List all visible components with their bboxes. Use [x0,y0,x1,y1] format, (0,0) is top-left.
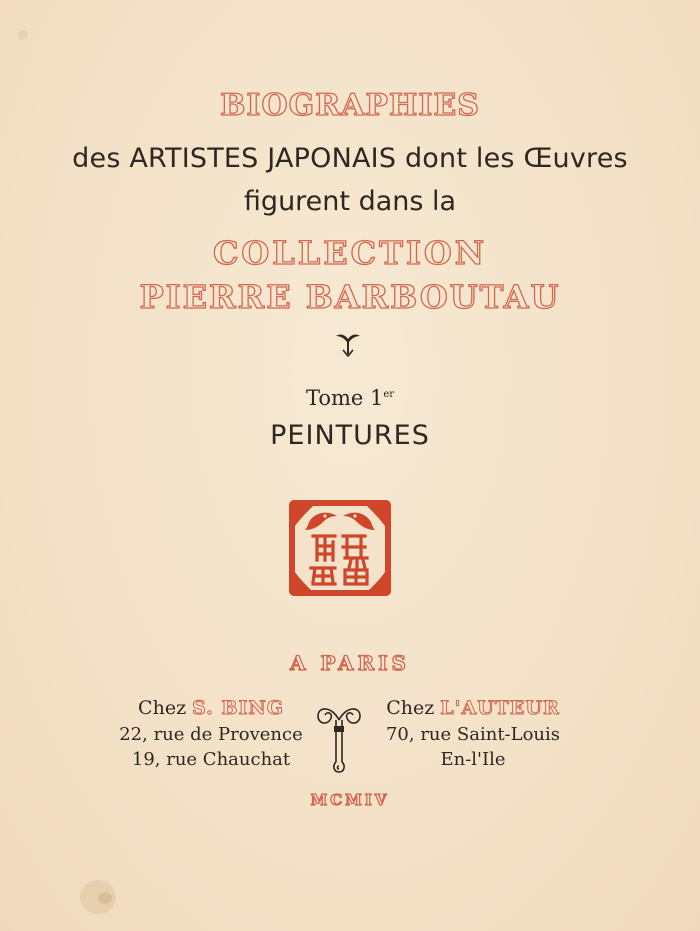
fleuron-ornament-icon [333,330,363,358]
imprint-city: A PARIS [289,651,410,675]
tome-label [0,386,700,410]
publisher-left [96,694,326,772]
publisher-address-line: 70, rue Saint-Louis [385,724,561,745]
tome-superscript: er [383,389,395,400]
volume-subject: PEINTURES [270,420,430,451]
publisher-address-line: 22, rue de Provence [119,724,303,745]
publisher-right [368,694,578,772]
title-biographies: BIOGRAPHIES [220,88,480,123]
red-seal-with-birds-icon [287,498,393,598]
publisher-address-line: En-l'Ile [440,749,506,770]
publisher-right-chez-row [368,694,578,722]
chez-label: Chez [138,697,187,719]
publisher-address-line: 19, rue Chauchat [131,749,291,770]
publisher-name: L'AUTEUR [440,697,560,719]
art-nouveau-ornament-icon [314,700,364,776]
publisher-left-chez-row [96,694,326,722]
tome-number: Tome 1 [305,386,384,410]
title-collection: COLLECTION [212,234,488,272]
paper-stain [18,30,28,40]
title-subline-2: figurent dans la [243,186,457,217]
publication-year: MCMIV [310,791,390,809]
title-collector-name: PIERRE BARBOUTAU [139,278,561,316]
paper-stain [98,892,112,904]
publisher-name: S. BING [192,697,284,719]
title-subline: des ARTISTES JAPONAIS dont les Œuvres [72,143,628,174]
chez-label: Chez [386,697,435,719]
